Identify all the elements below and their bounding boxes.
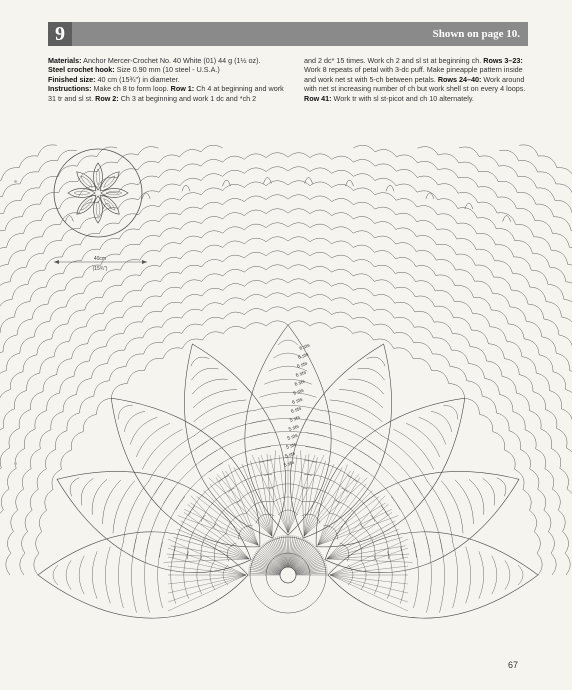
stitch-count-label: 6 sts xyxy=(296,360,309,370)
pineapple-petal xyxy=(38,532,248,618)
stitch-count-label: 5 sts xyxy=(289,414,302,424)
stitch-count-label: 6 sts xyxy=(297,351,310,361)
pineapple-petal xyxy=(286,368,496,578)
edge-picot xyxy=(386,185,394,191)
stitch-count-label: 5 sts xyxy=(284,450,297,460)
doily-chart xyxy=(0,145,572,618)
stitch-count-label: 5 sts xyxy=(286,432,299,442)
pineapple-petal xyxy=(308,439,535,599)
stitch-count-label: 6 sts xyxy=(295,369,308,379)
pineapple-petal xyxy=(81,368,291,578)
edge-picot xyxy=(223,180,231,186)
measure-label: 40cm xyxy=(93,256,107,262)
stitch-count-label: 6 sts xyxy=(290,405,303,415)
margin-dot xyxy=(14,462,17,465)
stitch-count-label: 6 sts xyxy=(293,378,306,388)
page-number: 67 xyxy=(508,660,519,670)
thumbnail-petal xyxy=(97,192,122,217)
pattern-number: 9 xyxy=(48,22,72,46)
size-line: Finished size: 40 cm (15¾") in diameter. xyxy=(48,74,180,84)
pineapple-petal xyxy=(41,439,268,599)
materials-line: Materials: Anchor Mercer-Crochet No. 40 White (01) 44 g (1½ oz). xyxy=(48,56,261,65)
margin-dot xyxy=(14,180,17,183)
thumbnail-circle xyxy=(54,149,142,237)
edge-picot xyxy=(345,180,353,186)
center-ring xyxy=(280,567,296,583)
instructions-paragraph: Instructions: Make ch 8 to form loop. Row 1: Ch 4 at beginning and work 31 tr and sl st. Row 2: Ch 3 at beginning and work 1 dc and *ch 2 xyxy=(48,84,284,103)
measure-sub-label: (15¾") xyxy=(92,266,108,272)
measurement-indicator xyxy=(54,256,147,272)
thumbnail-petal xyxy=(97,169,122,194)
thumbnail-petal xyxy=(74,192,99,217)
instructions-continued: and 2 dc* 15 times. Work ch 2 and sl st at beginning ch. Rows 3–23: Work 8 repeats of petal with 3-dc puff. Make pineapple pattern inside and work net st with 5-ch between petals. Rows 24–40: Work around with net st increasing number of ch but work shell st on every 4 loops. Row 41: Work tr with sl st-picot and ch 10 alternately. xyxy=(304,56,526,103)
stitch-count-label: 6 sts xyxy=(292,387,305,397)
edge-picot xyxy=(65,216,73,222)
hook-line: Steel crochet hook: Size 0.90 mm (10 steel - U.S.A.) xyxy=(48,65,220,75)
stitch-count-label: 5 sts xyxy=(287,423,300,433)
edge-picot xyxy=(503,216,511,222)
stitch-count-label: 5 sts xyxy=(285,441,298,451)
stitch-count-label: 6 sts xyxy=(298,342,311,352)
stitch-count-label: 6 sts xyxy=(291,396,304,406)
shown-on-page-label: Shown on page 10. xyxy=(432,28,520,40)
stitch-count-label: 5 sts xyxy=(283,459,296,469)
pineapple-petal xyxy=(328,532,538,618)
edge-picot xyxy=(182,185,190,191)
doily-thumbnail xyxy=(54,149,142,237)
